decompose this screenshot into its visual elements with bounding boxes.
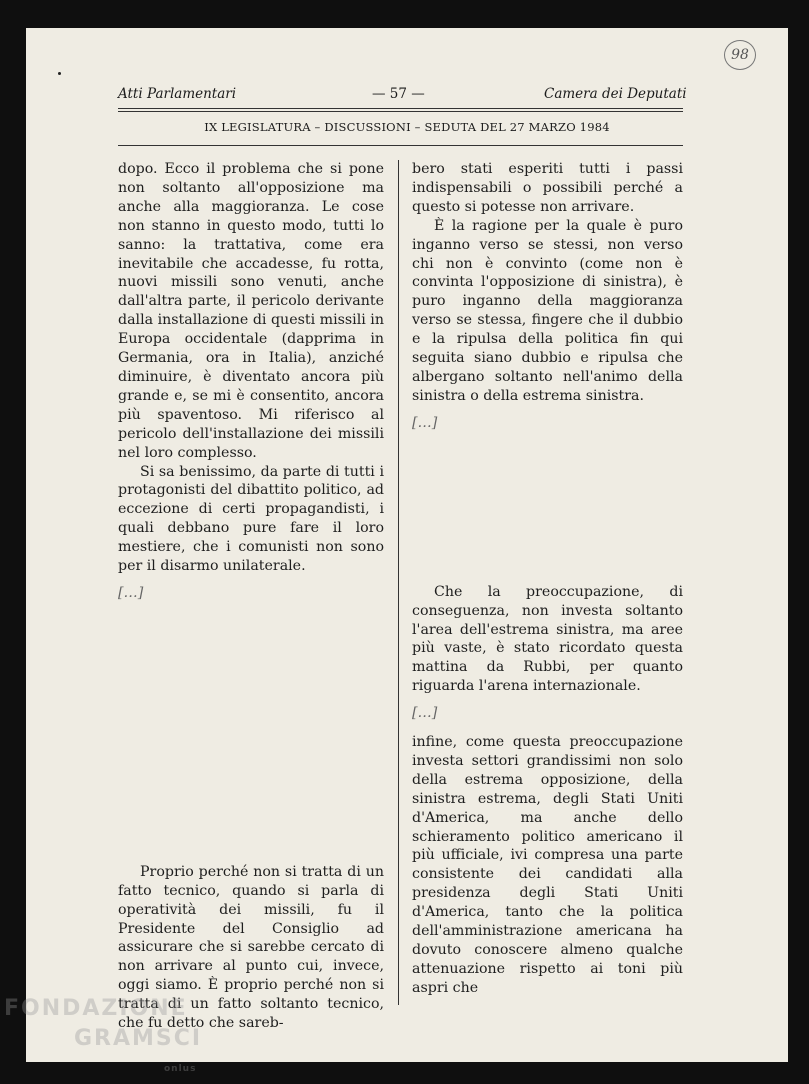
header-rule-top: [118, 108, 683, 109]
session-rule: [118, 145, 683, 146]
column-divider: [398, 160, 399, 1005]
header-left: Atti Parlamentari: [118, 86, 237, 102]
left-opening: dopo. Ecco il problema che si pone non soltanto all'opposizione ma anche alla maggioranza. Le cose non stanno in questo modo, tutti lo sanno: la trattativa, come era inevitabile che accadesse, fu rotta, nuovi missili sono venuti, anche dall'altra parte, il pericolo derivante dalla installazione di questi missili in Europa occidentale (dapprima in Germania, ora in Italia), anziché diminuire, è diventato ancora più grande e, se mi è consentito, ancora più spaventoso. Mi riferisco al pericolo dell'installazione dei missili nel loro complesso.: [118, 161, 384, 461]
header-rule-bottom: [118, 111, 683, 112]
right-column: [412, 160, 683, 998]
right-closing: infine, come questa preoccupazione investa settori grandissimi non solo della estrema opposizione, della sinistra estrema, degli Stati Uniti d'America, ma anche dello schieramento politico americano il più ufficiale, ivi compresa una parte consistente dei candidati alla presidenza degli Stati Uniti d'America, tanto che la politica dell'amministrazione americana ha dovuto conoscere almeno qualche attenuazione rispetto ai toni più aspri che: [412, 734, 683, 996]
handwritten-page-number: 98: [724, 40, 756, 70]
header-right: Camera dei Deputati: [544, 86, 687, 102]
right-paragraph-3: Che la preoccupazione, di conseguenza, non investa soltanto l'area dell'estrema sinistra, ma aree più vaste, è stato ricordato questa mattina da Rubbi, per quanto riguarda l'arena internazionale.: [412, 583, 683, 695]
left-omitted: […]: [118, 584, 144, 601]
scan-speck: [58, 72, 61, 75]
right-omitted-2: […]: [412, 705, 438, 722]
header-page-number: — 57 —: [372, 86, 425, 102]
left-closing: Proprio perché non si tratta di un fatto tecnico, quando si parla di operatività dei missili, fu il Presidente del Consiglio ad assicurare che si sarebbe cercato di non arrivare al punto cui, invece, oggi siamo. È proprio perché non si tratta di un fatto soltanto tecnico, che fu detto che sareb-: [118, 863, 384, 1032]
document-page: [26, 28, 788, 1062]
watermark-logo: [4, 994, 202, 1084]
session-line: IX LEGISLATURA – DISCUSSIONI – SEDUTA DEL 27 MARZO 1984: [204, 120, 610, 134]
right-paragraph-2: È la ragione per la quale è puro inganno verso se stessi, non verso chi non è convinto (come non è convinta l'opposizione di sinistra), è puro inganno della maggioranza verso se stessa, fingere che il dubbio e la ripulsa della politica fin qui seguita siano dubbio e ripulsa che albergano soltanto nell'animo della sinistra o della estrema sinistra.: [412, 217, 683, 404]
watermark-line-2: GRAMSCI: [74, 1026, 203, 1051]
watermark-line-1: FONDAZIONE: [4, 996, 188, 1021]
right-opening: bero stati esperiti tutti i passi indispensabili o possibili perché a questo si potesse non arrivare.: [412, 161, 683, 215]
right-omitted: […]: [412, 414, 438, 431]
watermark-line-3: onlus: [164, 1064, 197, 1074]
left-paragraph-2: Si sa benissimo, da parte di tutti i protagonisti del dibattito politico, ad eccezione di certi propagandisti, i quali debbano pure fare il loro mestiere, che i comunisti non sono per il disarmo unilaterale.: [118, 463, 384, 575]
left-column: [118, 160, 384, 1033]
